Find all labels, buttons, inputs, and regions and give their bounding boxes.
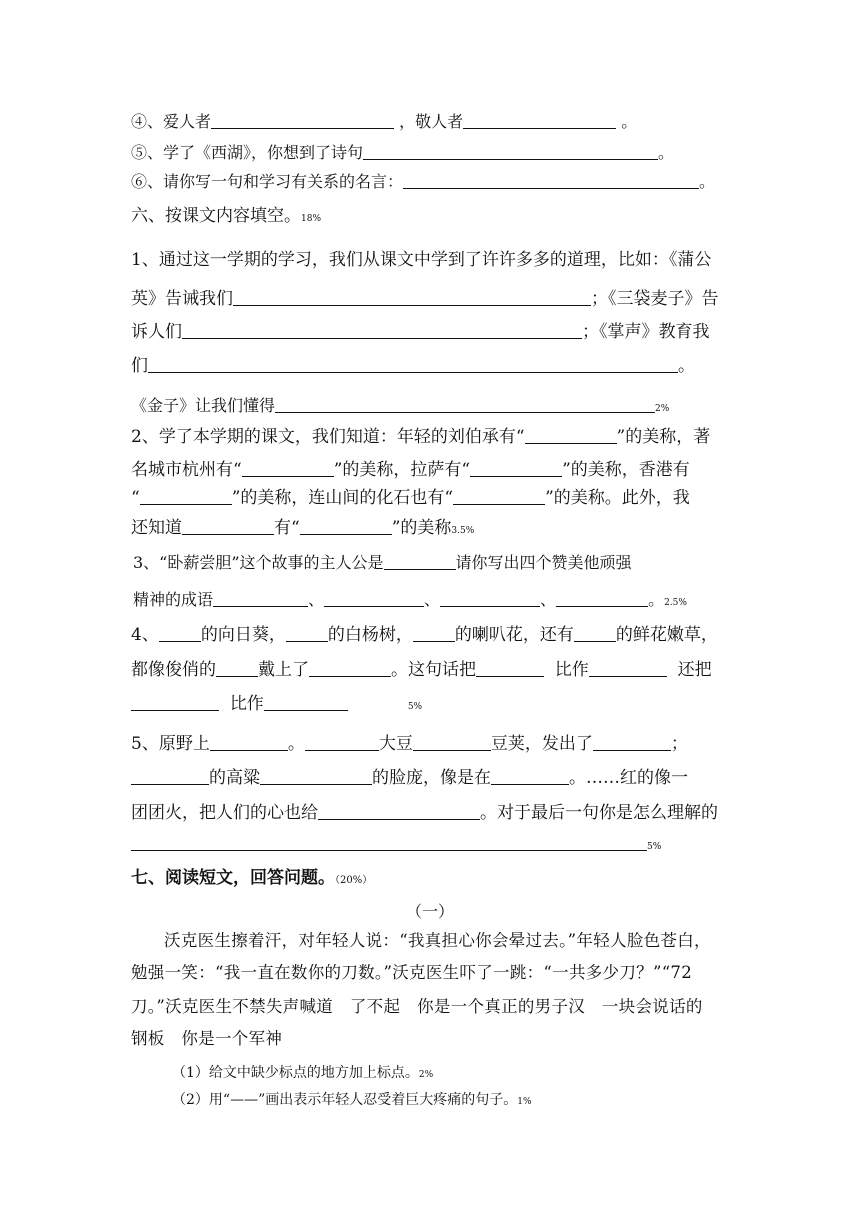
blank[interactable]	[216, 660, 258, 677]
text: 比作	[554, 660, 589, 680]
blank[interactable]	[275, 396, 655, 413]
score: （20%）	[335, 875, 373, 886]
blank[interactable]	[131, 834, 647, 851]
text: 。……红的像一	[569, 768, 688, 788]
passage-line-2: 勉强一笑：“我一直在数你的刀数。”沃克医生吓了一跳：“一共多少刀？”“72	[131, 963, 693, 982]
score: 18%	[301, 214, 322, 224]
q1-line-1	[131, 250, 711, 270]
section-title: 七、阅读短文，回答问题。	[131, 868, 335, 888]
q5-line-3	[131, 803, 718, 823]
fill-line-6	[131, 172, 715, 192]
blank[interactable]	[300, 518, 392, 535]
text: ④、爱人者	[131, 112, 212, 131]
text: 都像俊俏的	[131, 660, 216, 680]
text: 名城市杭州有“	[131, 460, 242, 480]
text: 英》告诫我们	[131, 289, 233, 309]
q5-line-2	[131, 768, 688, 788]
text: 的鲜花嫩草，	[615, 625, 718, 645]
blank[interactable]	[491, 768, 569, 785]
blank[interactable]	[211, 112, 394, 129]
text: ，敬人者	[399, 112, 464, 131]
text: ”的美称，香港有	[562, 460, 690, 480]
text: “	[131, 488, 140, 508]
text: 2、学了本学期的课文，我们知道：年轻的刘伯承有“	[131, 427, 525, 447]
blank[interactable]	[309, 660, 391, 677]
blank[interactable]	[363, 143, 658, 160]
text: 。这句话把	[391, 660, 476, 680]
text: 5、原野上	[131, 734, 210, 754]
q2-line-1	[131, 427, 710, 447]
blank[interactable]	[525, 427, 617, 444]
text: 比作	[229, 694, 264, 714]
blank[interactable]	[589, 660, 667, 677]
blank[interactable]	[233, 289, 591, 306]
blank[interactable]	[260, 768, 372, 785]
blank[interactable]	[286, 625, 328, 642]
q4-line-1	[131, 625, 718, 645]
q1-line-2	[131, 289, 719, 309]
blank[interactable]	[556, 590, 648, 607]
score: 5%	[407, 702, 423, 712]
text: 。	[678, 356, 695, 376]
text: ”的美称。此外，我	[545, 488, 690, 508]
text: ；《掌声》教育我	[582, 322, 710, 342]
score: 5%	[647, 842, 662, 852]
blank[interactable]	[453, 488, 545, 505]
passage-line-1: 沃克医生擦着汗，对年轻人说：“我真担心你会晕过去。”年轻人脸色苍白，	[164, 931, 711, 950]
text: 还把	[677, 660, 712, 680]
text: 有“	[274, 518, 300, 538]
text: ；《三袋麦子》告	[591, 289, 719, 309]
sub-question-2	[172, 1089, 532, 1109]
blank[interactable]	[384, 553, 456, 570]
blank[interactable]	[305, 734, 379, 751]
blank[interactable]	[470, 460, 562, 477]
text: 们	[131, 356, 148, 376]
text: 的高粱	[209, 768, 260, 788]
text: 还知道	[131, 518, 182, 538]
section-7-heading	[131, 868, 372, 891]
q1-line-3	[131, 322, 710, 342]
text: 的向日葵，	[200, 625, 286, 645]
blank[interactable]	[463, 112, 616, 129]
q5-line-1	[131, 734, 688, 754]
separator: 、	[308, 590, 325, 609]
blank[interactable]	[403, 172, 699, 189]
text: 。	[287, 734, 305, 754]
blank[interactable]	[413, 734, 491, 751]
q2-line-3	[131, 488, 690, 508]
blank[interactable]	[210, 734, 288, 751]
text: 大豆	[378, 734, 413, 754]
q3-line-2	[133, 590, 687, 613]
text: 。	[699, 172, 716, 191]
text: 精神的成语	[133, 590, 214, 609]
blank[interactable]	[140, 488, 232, 505]
section-6-heading	[131, 206, 321, 229]
q1-line-4	[131, 356, 695, 376]
q2-line-4	[131, 518, 474, 541]
text: 的喇叭花，还有	[454, 625, 574, 645]
passage-line-3: 刀。”沃克医生不禁失声喊道 了不起 你是一个真正的男子汉 一块会说话的	[131, 997, 703, 1016]
text: 戴上了	[258, 660, 309, 680]
blank[interactable]	[148, 356, 678, 373]
blank[interactable]	[182, 518, 274, 535]
score: 3.5%	[451, 526, 475, 536]
text: 豆荚，发出了	[490, 734, 593, 754]
text: ”的美称，著	[616, 427, 711, 447]
text: ”的美称，拉萨有“	[333, 460, 471, 480]
q4-line-2	[131, 660, 712, 680]
text: 《金子》让我们懂得	[131, 396, 276, 415]
sub-question-1	[172, 1062, 433, 1082]
text: 。对于最后一句你是怎么理解的	[480, 803, 718, 823]
separator: 、	[540, 590, 557, 609]
blank[interactable]	[318, 803, 480, 820]
text: 请你写出四个赞美他顽强	[455, 553, 632, 572]
text: （1）给文中缺少标点的地方加上标点。	[172, 1065, 419, 1081]
q3-line-1	[133, 553, 632, 573]
text: 1、通过这一学期的学习，我们从课文中学到了许许多多的道理，比如：《蒲公	[131, 250, 712, 270]
text: ”的美称	[391, 518, 452, 538]
score: 1%	[517, 1097, 532, 1107]
blank[interactable]	[242, 460, 334, 477]
text: ；	[670, 734, 688, 754]
blank[interactable]	[264, 694, 348, 711]
blank[interactable]	[324, 590, 424, 607]
text: 3、“卧薪尝胆”这个故事的主人公是	[133, 553, 384, 572]
fill-line-4	[131, 112, 637, 132]
blank[interactable]	[440, 590, 540, 607]
score: 2%	[418, 1070, 434, 1080]
blank[interactable]	[213, 590, 308, 607]
blank[interactable]	[413, 625, 455, 642]
score: 2.5%	[664, 598, 687, 608]
section-title: 六、按课文内容填空。	[131, 206, 301, 226]
blank[interactable]	[131, 694, 219, 711]
q2-line-2	[131, 460, 690, 480]
part-heading: （一）	[405, 902, 454, 921]
passage-line-4: 钢板 你是一个军神	[131, 1029, 283, 1048]
blank[interactable]	[593, 734, 671, 751]
text: ⑤、学了《西湖》，你想到了诗句	[131, 143, 364, 162]
text: 4、	[131, 625, 159, 645]
blank[interactable]	[476, 660, 544, 677]
text: 。	[648, 590, 665, 609]
text: ⑥、请你写一句和学习有关系的名言：	[131, 172, 404, 191]
text: （2）用“——”画出表示年轻人忍受着巨大疼痛的句子。	[172, 1092, 518, 1108]
separator: 、	[424, 590, 441, 609]
text: 。	[621, 112, 638, 131]
blank[interactable]	[131, 768, 209, 785]
text: 。	[658, 143, 675, 162]
text: 团团火，把人们的心也给	[131, 803, 318, 823]
blank[interactable]	[182, 322, 582, 339]
text: 的脸庞，像是在	[372, 768, 491, 788]
q4-line-3	[131, 694, 422, 717]
blank[interactable]	[574, 625, 616, 642]
text: 诉人们	[131, 322, 182, 342]
score: 2%	[655, 404, 670, 414]
fill-line-5	[131, 143, 674, 163]
q5-line-4	[131, 834, 661, 857]
q1-line-5	[131, 396, 669, 419]
text: 的白杨树，	[327, 625, 413, 645]
text: ”的美称，连山间的化石也有“	[231, 488, 454, 508]
blank[interactable]	[159, 625, 201, 642]
